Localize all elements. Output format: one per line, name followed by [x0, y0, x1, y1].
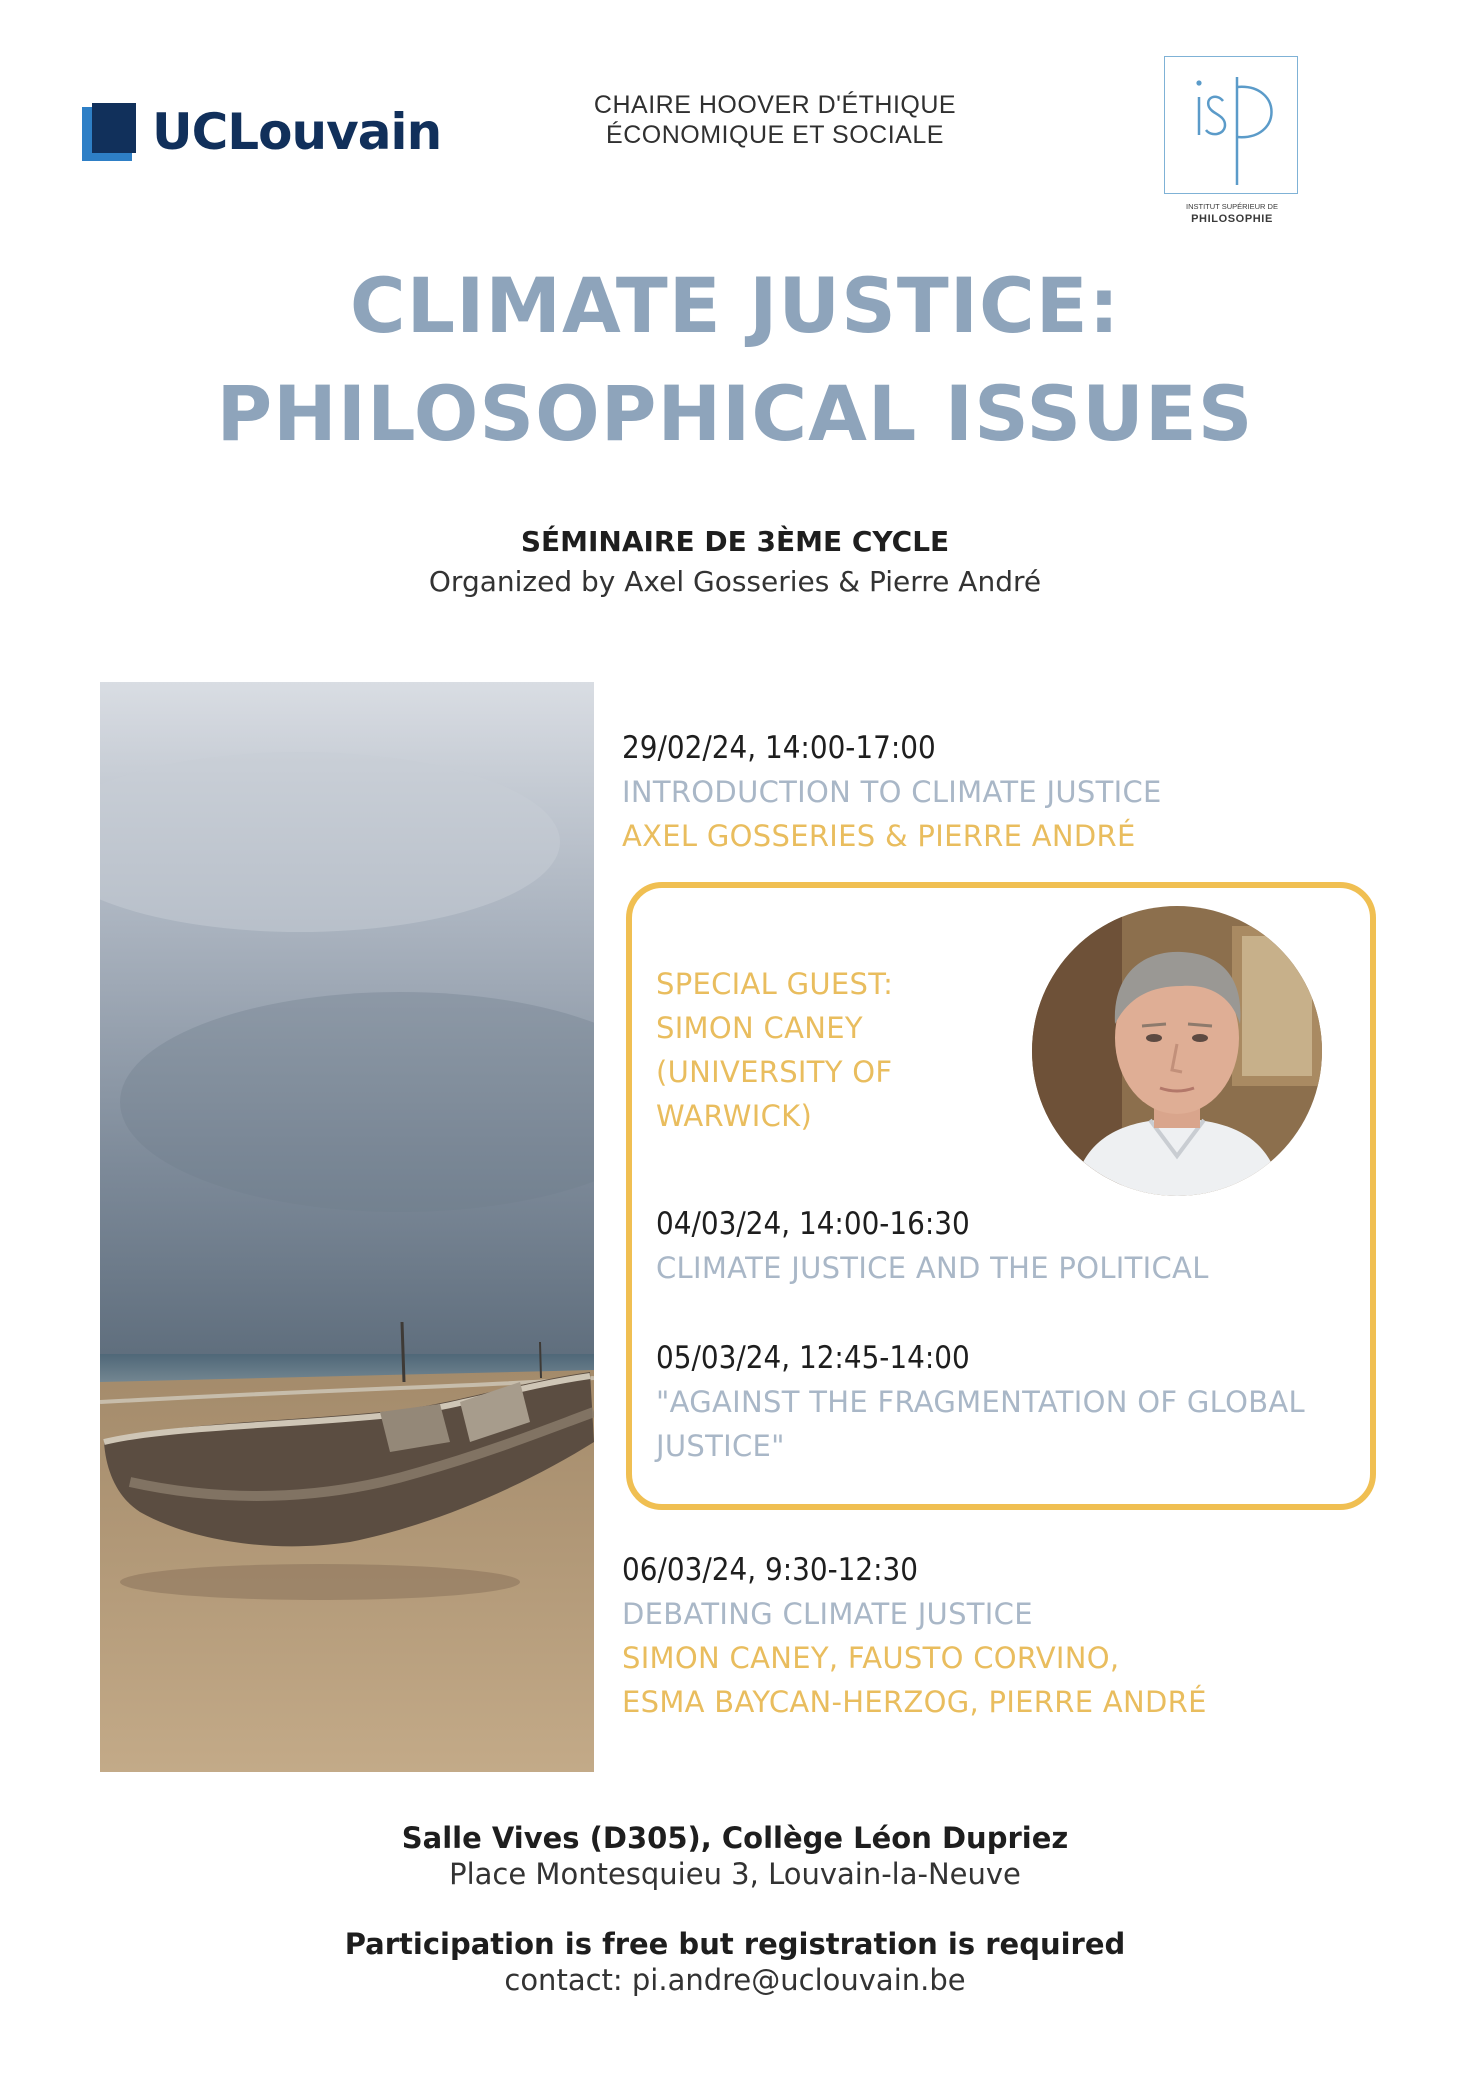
seminar-label: SÉMINAIRE DE 3ÈME CYCLE: [520, 525, 950, 558]
chaire-hoover-heading: [560, 90, 990, 150]
beach-boat-photo: [100, 682, 594, 1772]
isp-logo-mark: [1164, 56, 1298, 194]
session-4: [622, 1548, 1207, 1724]
title-line-2: PHILOSOPHICAL ISSUES: [216, 369, 1254, 458]
subtitle: [0, 522, 1470, 602]
registration-notice: Participation is free but registration is required: [344, 1927, 1126, 1961]
special-guest-affiliation-1: (UNIVERSITY OF: [656, 1055, 893, 1089]
special-guest-label: SPECIAL GUEST:: [656, 967, 894, 1001]
special-guest-affiliation-2: WARWICK): [656, 1099, 813, 1133]
chair-line-2: ÉCONOMIQUE ET SOCIALE: [606, 121, 944, 149]
special-guest-info: [656, 962, 893, 1138]
session-2-date: 04/03/24, 14:00-16:30: [656, 1206, 970, 1242]
session-3-title-line-1: "AGAINST THE FRAGMENTATION OF GLOBAL: [656, 1385, 1306, 1419]
registration: [0, 1926, 1470, 1998]
session-2-title: CLIMATE JUSTICE AND THE POLITICAL: [656, 1251, 1209, 1285]
uclouvain-logo-text: UCLouvain: [152, 103, 442, 161]
session-2: [656, 1202, 1209, 1290]
contact-email[interactable]: contact: pi.andre@uclouvain.be: [504, 1963, 966, 1997]
uclouvain-logo: [82, 100, 441, 164]
isp-caption-big: PHILOSOPHIE: [1191, 213, 1273, 225]
venue: [0, 1820, 1470, 1892]
session-4-speakers-line-2: ESMA BAYCAN-HERZOG, PIERRE ANDRÉ: [622, 1685, 1207, 1719]
uclouvain-logo-mark: [82, 103, 140, 161]
session-1-title: INTRODUCTION TO CLIMATE JUSTICE: [622, 775, 1162, 809]
session-3: [656, 1336, 1305, 1468]
guest-portrait-photo: [1032, 906, 1322, 1196]
isp-caption-small: INSTITUT SUPÉRIEUR DE: [1186, 202, 1278, 211]
venue-address: Place Montesquieu 3, Louvain-la-Neuve: [449, 1857, 1021, 1891]
title-line-1: CLIMATE JUSTICE:: [349, 261, 1121, 350]
session-4-speakers-line-1: SIMON CANEY, FAUSTO CORVINO,: [622, 1641, 1120, 1675]
session-4-date: 06/03/24, 9:30-12:30: [622, 1552, 918, 1588]
isp-logo: [1164, 56, 1300, 226]
venue-room: Salle Vives (D305), Collège Léon Dupriez: [401, 1821, 1069, 1855]
session-3-title-line-2: JUSTICE": [656, 1429, 785, 1463]
session-1: [622, 726, 1162, 858]
special-guest-name: SIMON CANEY: [656, 1011, 863, 1045]
session-3-date: 05/03/24, 12:45-14:00: [656, 1340, 970, 1376]
session-1-speakers: AXEL GOSSERIES & PIERRE ANDRÉ: [622, 819, 1136, 853]
chair-line-1: CHAIRE HOOVER D'ÉTHIQUE: [593, 91, 957, 119]
session-4-title: DEBATING CLIMATE JUSTICE: [622, 1597, 1033, 1631]
session-1-date: 29/02/24, 14:00-17:00: [622, 730, 936, 766]
organizers: Organized by Axel Gosseries & Pierre André: [428, 565, 1042, 598]
page-title: [0, 252, 1470, 468]
